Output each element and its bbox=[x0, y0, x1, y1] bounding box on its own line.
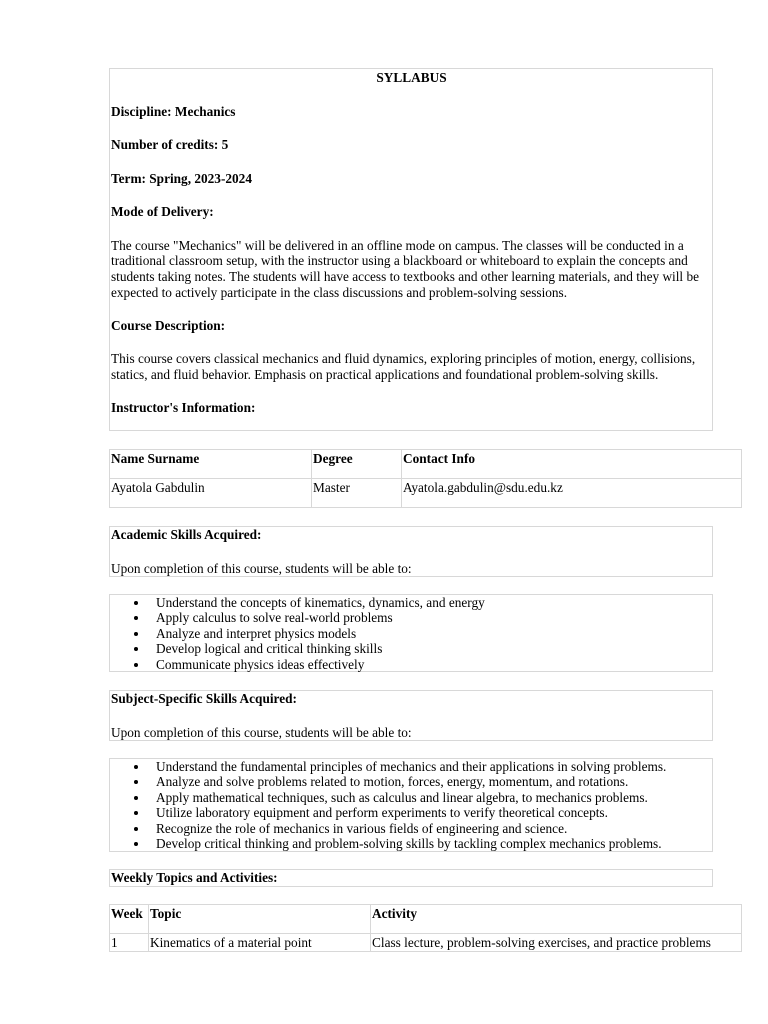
header-activity: Activity bbox=[371, 905, 742, 934]
list-item: Understand the fundamental principles of mechanics and their applications in solving problems. bbox=[156, 759, 712, 774]
syllabus-title: SYLLABUS bbox=[376, 70, 447, 85]
academic-skills-list-box bbox=[109, 594, 713, 672]
list-item: Communicate physics ideas effectively bbox=[156, 657, 712, 672]
header-contact-info: Contact Info bbox=[402, 450, 742, 479]
academic-skills-heading: Academic Skills Acquired: bbox=[111, 527, 262, 542]
header-topic: Topic bbox=[149, 905, 371, 934]
course-description-text: This course covers classical mechanics and fluid dynamics, exploring principles of motion, energy, collisions, statics, and fluid behavior. Emphasis on practical applications and foundational problem-solving skills. bbox=[111, 351, 696, 383]
subject-skills-list bbox=[110, 759, 712, 851]
instructor-table bbox=[109, 449, 742, 508]
header-degree: Degree bbox=[312, 450, 402, 479]
instructor-info-heading: Instructor's Information: bbox=[111, 400, 256, 416]
header-name-surname: Name Surname bbox=[110, 450, 312, 479]
list-item: Apply calculus to solve real-world problems bbox=[156, 610, 712, 625]
mode-of-delivery-text: The course "Mechanics" will be delivered in an offline mode on campus. The classes will be conducted in a traditional classroom setup, with the instructor using a blackboard or whiteboard to explain the concepts and students taking notes. The students will have access to textbooks and other learning materials, and they will be expected to actively participate in the class discussions and problem-solving sessions. bbox=[111, 237, 700, 300]
week-number: 1 bbox=[110, 934, 149, 952]
weekly-topics-table bbox=[109, 904, 742, 952]
subject-skills-section bbox=[109, 690, 713, 741]
subject-skills-heading: Subject-Specific Skills Acquired: bbox=[111, 691, 297, 706]
list-item: Develop logical and critical thinking skills bbox=[156, 641, 712, 656]
academic-skills-section bbox=[109, 526, 713, 577]
weekly-topics-heading: Weekly Topics and Activities: bbox=[111, 870, 278, 885]
academic-skills-intro: Upon completion of this course, students will be able to: bbox=[111, 560, 412, 576]
discipline-line: Discipline: Mechanics bbox=[111, 103, 236, 119]
table-row bbox=[110, 934, 742, 952]
weekly-topics-section bbox=[109, 869, 713, 887]
subject-skills-list-box bbox=[109, 758, 713, 852]
list-item: Recognize the role of mechanics in various fields of engineering and science. bbox=[156, 821, 712, 836]
table-header-row bbox=[110, 450, 742, 479]
list-item: Utilize laboratory equipment and perform experiments to verify theoretical concepts. bbox=[156, 805, 712, 820]
week-topic: Kinematics of a material point bbox=[149, 934, 371, 952]
header-week: Week bbox=[110, 905, 149, 934]
week-activity: Class lecture, problem-solving exercises, and practice problems bbox=[371, 934, 742, 952]
academic-skills-list bbox=[110, 595, 712, 672]
mode-of-delivery-heading: Mode of Delivery: bbox=[111, 204, 214, 219]
credits-line: Number of credits: 5 bbox=[111, 137, 229, 152]
list-item: Analyze and solve problems related to motion, forces, energy, momentum, and rotations. bbox=[156, 774, 712, 789]
syllabus-header-section bbox=[109, 68, 713, 431]
instructor-degree: Master bbox=[312, 479, 402, 508]
course-description-heading: Course Description: bbox=[111, 317, 226, 333]
list-item: Develop critical thinking and problem-solving skills by tackling complex mechanics problems. bbox=[156, 836, 712, 851]
list-item: Understand the concepts of kinematics, dynamics, and energy bbox=[156, 595, 712, 610]
table-header-row bbox=[110, 905, 742, 934]
table-row bbox=[110, 479, 742, 508]
list-item: Analyze and interpret physics models bbox=[156, 626, 712, 641]
instructor-name: Ayatola Gabdulin bbox=[110, 479, 312, 508]
list-item: Apply mathematical techniques, such as calculus and linear algebra, to mechanics problems. bbox=[156, 790, 712, 805]
term-line: Term: Spring, 2023-2024 bbox=[111, 170, 252, 186]
subject-skills-intro: Upon completion of this course, students will be able to: bbox=[111, 724, 412, 740]
instructor-contact: Ayatola.gabdulin@sdu.edu.kz bbox=[402, 479, 742, 508]
